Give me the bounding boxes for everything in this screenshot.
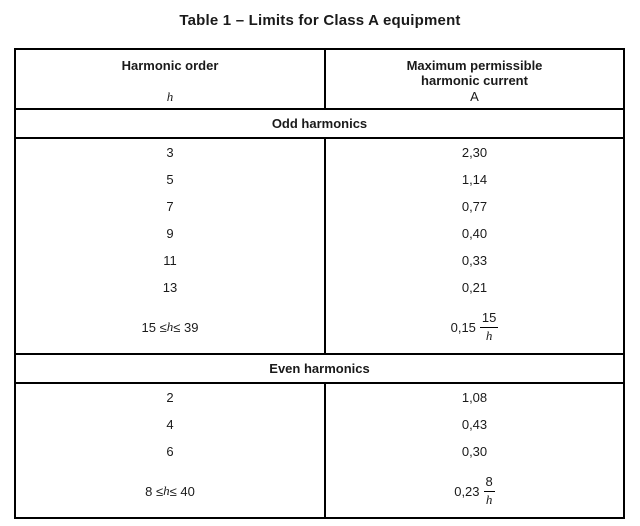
formula-coefficient: 0,15 [450, 319, 476, 335]
fraction [480, 311, 498, 343]
harmonic-order-value: 2 [16, 384, 326, 411]
harmonic-current-value: 0,33 [461, 253, 488, 268]
harmonic-order-value: 5 [16, 166, 326, 193]
fraction-denominator: h [485, 327, 493, 343]
harmonic-current-value: 1,14 [461, 172, 488, 187]
harmonic-order-value: 4 [16, 411, 326, 438]
harmonic-order-value: 11 [16, 247, 326, 274]
fraction-denominator: h [485, 491, 493, 507]
harmonic-current-value: 0,30 [461, 444, 488, 459]
table-row [16, 384, 623, 411]
range-symbol: h [163, 483, 170, 498]
range-after: ≤ 40 [169, 483, 195, 499]
fraction [484, 475, 495, 507]
table-row [16, 274, 623, 301]
harmonic-order-value: 7 [16, 193, 326, 220]
harmonic-order-value: 13 [16, 274, 326, 301]
harmonic-current-value: 1,08 [461, 390, 488, 405]
harmonic-current-value: 0,77 [461, 199, 488, 214]
harmonic-current-value: 0,21 [461, 280, 488, 295]
harmonic-order-value: 3 [16, 139, 326, 166]
harmonic-order-value: 6 [16, 438, 326, 465]
fraction-numerator: 15 [480, 311, 498, 327]
harmonic-current-value: 2,30 [461, 145, 488, 160]
table-row [16, 193, 623, 220]
fraction-numerator: 8 [484, 475, 495, 491]
formula-coefficient: 0,23 [454, 483, 480, 499]
harmonic-current-value: 0,40 [461, 226, 488, 241]
range-after: ≤ 39 [173, 319, 199, 335]
table-row [16, 166, 623, 193]
limits-table [14, 48, 625, 519]
range-symbol: h [166, 319, 174, 334]
header-cell-harmonic-order [16, 50, 326, 108]
section-band-odd-harmonics: Odd harmonics [16, 108, 623, 139]
table-row [16, 247, 623, 274]
table-header-row [16, 50, 623, 108]
section-band-even-harmonics: Even harmonics [16, 353, 623, 384]
header-max-current-unit: A [470, 89, 479, 104]
header-max-current-line1: Maximum permissible [406, 58, 543, 73]
range-before: 8 ≤ [145, 483, 164, 499]
header-max-current-line2: harmonic current [421, 73, 528, 89]
harmonic-order-value: 9 [16, 220, 326, 247]
header-harmonic-order-label: Harmonic order [121, 58, 219, 73]
table-row [16, 220, 623, 247]
header-max-current-label [330, 58, 619, 89]
harmonic-order-range [16, 301, 326, 353]
table-row-range [16, 465, 623, 517]
table-row-range [16, 301, 623, 353]
harmonic-order-range [16, 465, 326, 517]
harmonic-current-formula [326, 301, 623, 353]
table-row [16, 438, 623, 465]
header-cell-max-current [326, 50, 623, 108]
table-title: Table 1 – Limits for Class A equipment [179, 12, 461, 29]
table-row [16, 411, 623, 438]
harmonic-current-formula [326, 465, 623, 517]
harmonic-current-value: 0,43 [461, 417, 488, 432]
range-before: 15 ≤ [141, 319, 167, 335]
header-harmonic-order-symbol: h [166, 89, 174, 104]
table-row [16, 139, 623, 166]
